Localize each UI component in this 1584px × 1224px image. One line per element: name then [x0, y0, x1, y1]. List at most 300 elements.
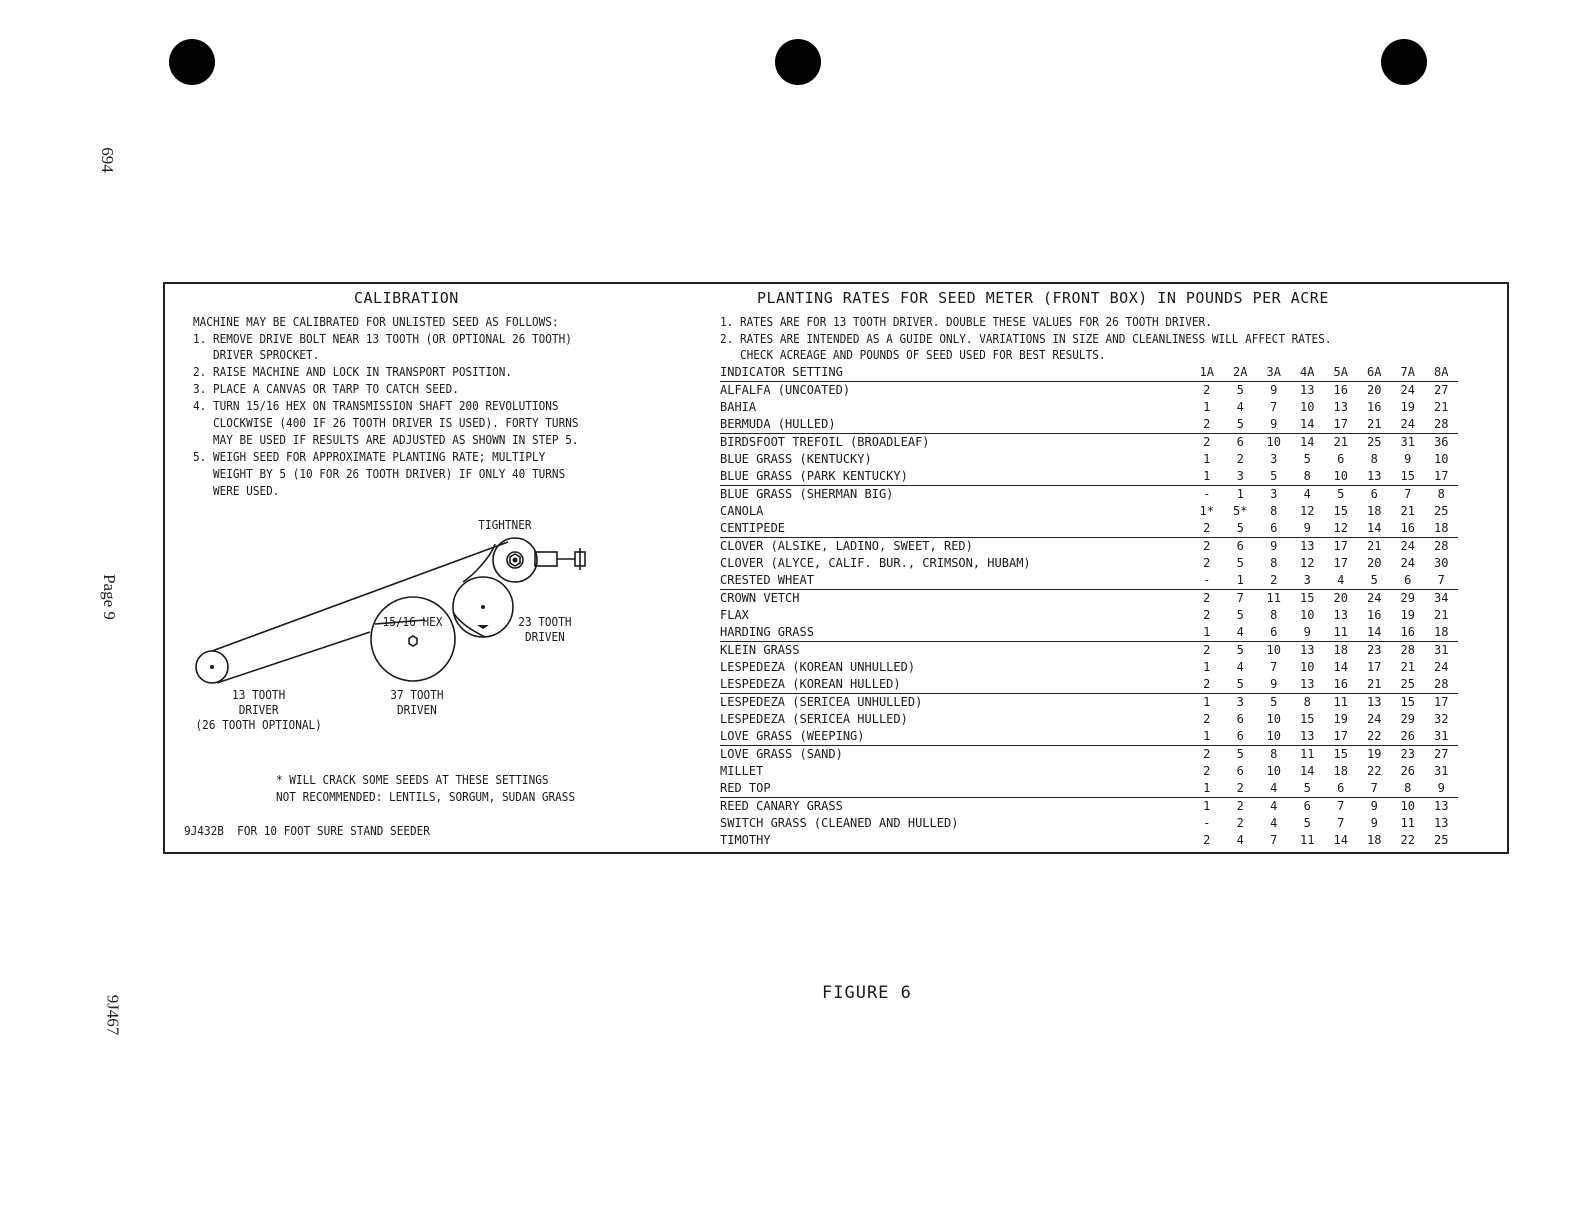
seed-name: SWITCH GRASS (CLEANED AND HULLED): [720, 816, 959, 830]
rate-value: 2: [1257, 572, 1291, 590]
column-header: 6A: [1358, 364, 1392, 382]
rate-value: 2: [1203, 712, 1211, 726]
rate-value: 1: [1190, 468, 1224, 486]
rate-value: 13: [1333, 608, 1348, 622]
table-row: [720, 798, 1458, 816]
rate-value: 2: [1190, 520, 1224, 538]
seed-name: ALFALFA (UNCOATED): [720, 383, 851, 397]
seed-name: KLEIN GRASS: [720, 643, 800, 657]
seed-name: BERMUDA (HULLED): [720, 416, 1190, 434]
calibration-line: MACHINE MAY BE CALIBRATED FOR UNLISTED SEED AS FOLLOWS:: [193, 315, 559, 329]
table-row: [720, 763, 1458, 780]
sprocket-drive-diagram: [195, 512, 605, 702]
column-header: 2A: [1224, 364, 1258, 382]
seed-name: LOVE GRASS (WEEPING): [720, 728, 1190, 746]
rates-note: CHECK ACREAGE AND POUNDS OF SEED USED FOR BEST RESULTS.: [720, 348, 1106, 362]
rate-value: 5: [1236, 556, 1244, 570]
rate-value: 15: [1333, 747, 1348, 761]
binder-hole-center: [775, 39, 821, 85]
hex-label: 15/16 HEX: [382, 615, 443, 629]
rate-value: 2: [1203, 556, 1211, 570]
rate-value: 2: [1236, 816, 1244, 830]
rate-value: 14: [1300, 764, 1315, 778]
seed-name: FLAX: [720, 608, 749, 622]
rate-value: 28: [1434, 539, 1449, 553]
rate-value: 1: [1190, 780, 1224, 798]
table-row: [720, 538, 1458, 556]
rate-value: 10: [1266, 712, 1281, 726]
rate-value: 24: [1391, 416, 1425, 434]
seed-name: LOVE GRASS (SAND): [720, 747, 843, 761]
seed-name: CROWN VETCH: [720, 591, 800, 605]
table-row: [720, 486, 1458, 504]
rate-value: 7: [1337, 816, 1345, 830]
rate-value: 25: [1434, 504, 1449, 518]
rate-value: 2: [1203, 383, 1211, 397]
table-row: [720, 728, 1458, 746]
rate-value: 19: [1333, 712, 1348, 726]
rate-value: 21: [1333, 435, 1348, 449]
rate-value: 7: [1236, 591, 1244, 605]
rate-value: 6: [1257, 520, 1291, 538]
rate-value: 9: [1370, 799, 1378, 813]
rate-value: 1: [1203, 660, 1211, 674]
rate-value: 15: [1400, 695, 1415, 709]
seed-name: LESPEDEZA (KOREAN HULLED): [720, 676, 1190, 694]
rate-value: 7: [1425, 572, 1459, 590]
rate-value: 4: [1236, 833, 1244, 847]
table-row: [720, 694, 1458, 712]
rate-value: 5: [1236, 643, 1244, 657]
rate-value: 26: [1400, 764, 1415, 778]
rate-value: 23: [1400, 747, 1415, 761]
rate-value: 6: [1391, 572, 1425, 590]
binder-hole-right: [1381, 39, 1427, 85]
seed-name: BIRDSFOOT TREFOIL (BROADLEAF): [720, 435, 930, 449]
rate-value: 3: [1224, 468, 1258, 486]
rate-value: 17: [1434, 695, 1449, 709]
rate-value: 32: [1434, 712, 1449, 726]
rate-value: 8: [1270, 504, 1278, 518]
rate-value: 24: [1400, 556, 1415, 570]
rate-value: 14: [1333, 833, 1348, 847]
rate-value: 21: [1400, 660, 1415, 674]
rate-value: 22: [1358, 728, 1392, 746]
rate-value: 9: [1270, 383, 1278, 397]
rate-value: 10: [1266, 764, 1281, 778]
rate-value: 6: [1236, 539, 1244, 553]
rate-value: 7: [1270, 400, 1278, 414]
column-header: 4A: [1291, 364, 1325, 382]
seed-name: REED CANARY GRASS: [720, 799, 843, 813]
rate-value: 5*: [1233, 504, 1248, 518]
rate-value: 27: [1434, 383, 1449, 397]
rate-value: 16: [1367, 400, 1382, 414]
calibration-line: DRIVER SPROCKET.: [193, 348, 320, 362]
rate-value: 4: [1257, 780, 1291, 798]
rate-value: 14: [1300, 435, 1315, 449]
column-header: 5A: [1324, 364, 1358, 382]
page-number: 694: [97, 147, 117, 173]
table-row: [720, 815, 1458, 832]
rate-value: 9: [1370, 816, 1378, 830]
rate-value: 4: [1303, 487, 1311, 501]
rate-value: 2: [1236, 799, 1244, 813]
seed-name: BLUE GRASS (KENTUCKY): [720, 452, 872, 466]
seed-name: MILLET: [720, 764, 764, 778]
rate-value: 23: [1367, 643, 1382, 657]
rate-value: 31: [1434, 643, 1449, 657]
rate-value: 11: [1400, 816, 1415, 830]
rate-value: 10: [1300, 608, 1315, 622]
rate-value: 3: [1236, 695, 1244, 709]
seed-name: BLUE GRASS (PARK KENTUCKY): [720, 468, 1190, 486]
rate-value: 18: [1333, 764, 1348, 778]
rate-value: 21: [1358, 676, 1392, 694]
rate-value: 22: [1367, 764, 1382, 778]
rate-value: 21: [1367, 539, 1382, 553]
rate-value: 28: [1425, 416, 1459, 434]
rate-value: 2: [1224, 780, 1258, 798]
rate-value: 14: [1291, 416, 1325, 434]
rate-value: 10: [1266, 435, 1281, 449]
rate-value: 7: [1358, 780, 1392, 798]
seed-name: LESPEDEZA (SERICEA UNHULLED): [720, 695, 923, 709]
driven-37-tooth-label: 37 TOOTH DRIVEN: [390, 688, 444, 717]
rate-value: 12: [1324, 520, 1358, 538]
rate-value: 5: [1236, 608, 1244, 622]
rate-value: 1: [1203, 400, 1211, 414]
rate-value: 12: [1300, 556, 1315, 570]
rate-value: 3: [1270, 452, 1278, 466]
rate-value: 1: [1236, 487, 1244, 501]
seed-name: CANOLA: [720, 504, 764, 518]
rate-value: 21: [1400, 504, 1415, 518]
rate-value: 17: [1333, 556, 1348, 570]
rate-value: 2: [1203, 747, 1211, 761]
rate-value: 9: [1291, 624, 1325, 642]
rate-value: 15: [1300, 712, 1315, 726]
rate-value: 2: [1236, 452, 1244, 466]
table-row: [720, 520, 1458, 538]
rate-value: 7: [1404, 487, 1412, 501]
rate-value: 8: [1303, 695, 1311, 709]
rate-value: 16: [1391, 624, 1425, 642]
rate-value: 5: [1236, 747, 1244, 761]
rate-value: 18: [1367, 833, 1382, 847]
rate-value: 9: [1425, 780, 1459, 798]
rate-value: 10: [1300, 400, 1315, 414]
rate-value: 14: [1358, 624, 1392, 642]
rate-value: 16: [1324, 676, 1358, 694]
rate-value: 5: [1257, 468, 1291, 486]
rate-value: 21: [1434, 400, 1449, 414]
rate-value: 20: [1367, 556, 1382, 570]
table-row: [720, 642, 1458, 660]
rate-value: 6: [1236, 435, 1244, 449]
rate-value: 24: [1367, 712, 1382, 726]
table-row: [720, 659, 1458, 676]
table-row: [720, 503, 1458, 520]
table-row: [720, 590, 1458, 608]
rate-value: -: [1190, 572, 1224, 590]
rates-note: 1. RATES ARE FOR 13 TOOTH DRIVER. DOUBLE THESE VALUES FOR 26 TOOTH DRIVER.: [720, 315, 1212, 329]
rate-value: 13: [1291, 728, 1325, 746]
seed-name: CENTIPEDE: [720, 520, 1190, 538]
calibration-line: 3. PLACE A CANVAS OR TARP TO CATCH SEED.: [193, 382, 459, 396]
rate-value: 11: [1300, 833, 1315, 847]
table-row: [720, 451, 1458, 468]
rate-value: 8: [1270, 608, 1278, 622]
rate-value: 14: [1333, 660, 1348, 674]
rates-note: 2. RATES ARE INTENDED AS A GUIDE ONLY. VARIATIONS IN SIZE AND CLEANLINESS WILL AFFECT RATES.: [720, 332, 1332, 346]
rate-value: 16: [1367, 608, 1382, 622]
table-row: [720, 832, 1458, 849]
rate-value: 7: [1270, 833, 1278, 847]
rate-value: 1: [1224, 572, 1258, 590]
rate-value: 5: [1303, 816, 1311, 830]
rate-value: 21: [1434, 608, 1449, 622]
rate-value: 17: [1425, 468, 1459, 486]
rate-value: 9: [1404, 452, 1412, 466]
rate-value: 34: [1434, 591, 1449, 605]
rate-value: 16: [1391, 520, 1425, 538]
rate-value: 8: [1291, 468, 1325, 486]
table-row: [720, 711, 1458, 728]
rate-value: 8: [1270, 556, 1278, 570]
rate-value: 7: [1337, 799, 1345, 813]
page-label: Page 9: [99, 574, 119, 620]
rate-value: 24: [1367, 591, 1382, 605]
rate-value: 3: [1270, 487, 1278, 501]
rate-value: 9: [1270, 539, 1278, 553]
table-header-row: [720, 364, 1458, 382]
rate-value: 29: [1400, 712, 1415, 726]
rate-value: 29: [1400, 591, 1415, 605]
hex-shaft: [409, 636, 417, 646]
rate-value: 9: [1257, 416, 1291, 434]
rate-value: 20: [1333, 591, 1348, 605]
rate-value: 15: [1333, 504, 1348, 518]
rate-value: 8: [1370, 452, 1378, 466]
table-row: [720, 399, 1458, 416]
calibration-line: WERE USED.: [193, 484, 280, 498]
rate-value: 11: [1333, 695, 1348, 709]
rate-value: 13: [1300, 539, 1315, 553]
rate-value: 25: [1367, 435, 1382, 449]
table-row: [720, 624, 1458, 642]
rate-value: 5: [1236, 383, 1244, 397]
rate-value: 4: [1236, 400, 1244, 414]
rate-value: 18: [1425, 520, 1459, 538]
column-header: 1A: [1190, 364, 1224, 382]
seed-name: RED TOP: [720, 780, 1190, 798]
rate-value: 24: [1434, 660, 1449, 674]
rate-value: 5: [1224, 416, 1258, 434]
rate-value: 10: [1324, 468, 1358, 486]
rate-value: 13: [1434, 799, 1449, 813]
rate-value: 13: [1434, 816, 1449, 830]
seed-name: LESPEDEZA (KOREAN UNHULLED): [720, 660, 916, 674]
rate-value: 11: [1324, 624, 1358, 642]
calibration-line: 5. WEIGH SEED FOR APPROXIMATE PLANTING RATE; MULTIPLY: [193, 450, 546, 464]
table-row: [720, 416, 1458, 434]
driven-sprocket-37-tooth: [371, 597, 455, 681]
rate-value: 25: [1434, 833, 1449, 847]
rate-value: 4: [1270, 799, 1278, 813]
rate-value: 11: [1300, 747, 1315, 761]
rate-value: 6: [1257, 624, 1291, 642]
rate-value: 8: [1391, 780, 1425, 798]
indicator-setting-header: INDICATOR SETTING: [720, 364, 1190, 382]
seed-name: BLUE GRASS (SHERMAN BIG): [720, 487, 894, 501]
rate-value: 5: [1358, 572, 1392, 590]
rate-value: 1: [1203, 695, 1211, 709]
rate-value: 13: [1333, 400, 1348, 414]
rate-value: 17: [1367, 660, 1382, 674]
rate-value: 1: [1203, 452, 1211, 466]
rate-value: 6: [1236, 764, 1244, 778]
seed-name: HARDING GRASS: [720, 624, 1190, 642]
rate-value: 31: [1425, 728, 1459, 746]
rate-value: 1: [1190, 624, 1224, 642]
rate-value: 17: [1333, 539, 1348, 553]
seed-name: TIMOTHY: [720, 833, 771, 847]
rate-value: 19: [1400, 400, 1415, 414]
table-row: [720, 607, 1458, 624]
rate-value: 5: [1224, 520, 1258, 538]
rate-value: 13: [1300, 643, 1315, 657]
rate-value: 10: [1434, 452, 1449, 466]
table-row: [720, 382, 1458, 400]
seed-name: CLOVER (ALSIKE, LADINO, SWEET, RED): [720, 539, 973, 553]
rate-value: 10: [1266, 643, 1281, 657]
calibration-line: MAY BE USED IF RESULTS ARE ADJUSTED AS SHOWN IN STEP 5.: [193, 433, 579, 447]
table-row: [720, 572, 1458, 590]
seed-name: LESPEDEZA (SERICEA HULLED): [720, 712, 908, 726]
seed-warning-note: * WILL CRACK SOME SEEDS AT THESE SETTINGS NOT RECOMMENDED: LENTILS, SORGUM, SUDAN GRASS: [276, 773, 576, 804]
rate-value: -: [1203, 487, 1211, 501]
planting-rates-title: PLANTING RATES FOR SEED METER (FRONT BOX) IN POUNDS PER ACRE: [757, 289, 1329, 307]
rate-value: 4: [1224, 624, 1258, 642]
rate-value: 13: [1300, 383, 1315, 397]
seed-name: BAHIA: [720, 400, 757, 414]
rate-value: 2: [1203, 539, 1211, 553]
rate-value: 27: [1434, 747, 1449, 761]
rate-value: 6: [1303, 799, 1311, 813]
rate-value: 19: [1400, 608, 1415, 622]
driver-13-tooth-label: 13 TOOTH DRIVER (26 TOOTH OPTIONAL): [195, 688, 322, 732]
table-row: [720, 555, 1458, 572]
rate-value: 9: [1257, 676, 1291, 694]
rate-value: 11: [1266, 591, 1281, 605]
rate-value: 24: [1400, 383, 1415, 397]
rate-value: 2: [1190, 676, 1224, 694]
rate-value: 5: [1224, 676, 1258, 694]
rate-value: 18: [1333, 643, 1348, 657]
rate-value: 10: [1257, 728, 1291, 746]
rate-value: 17: [1324, 416, 1358, 434]
rate-value: 8: [1270, 747, 1278, 761]
rate-value: 26: [1391, 728, 1425, 746]
rate-value: 2: [1190, 416, 1224, 434]
rate-value: 19: [1367, 747, 1382, 761]
rate-value: 2: [1203, 764, 1211, 778]
document-code: 9J467: [103, 994, 123, 1036]
rate-value: 6: [1370, 487, 1378, 501]
calibration-line: 4. TURN 15/16 HEX ON TRANSMISSION SHAFT 200 REVOLUTIONS: [193, 399, 559, 413]
tightner-label: TIGHTNER: [478, 518, 532, 532]
rate-value: 6: [1337, 452, 1345, 466]
rate-value: 4: [1236, 660, 1244, 674]
rate-value: 2: [1203, 591, 1211, 605]
rate-value: 13: [1358, 468, 1392, 486]
binder-hole-left: [169, 39, 215, 85]
rate-value: 1*: [1199, 504, 1214, 518]
rate-value: 1: [1203, 799, 1211, 813]
column-header: 7A: [1391, 364, 1425, 382]
rate-value: 5: [1337, 487, 1345, 501]
figure-caption: FIGURE 6: [822, 983, 912, 1003]
rate-value: 7: [1270, 660, 1278, 674]
rate-value: 16: [1333, 383, 1348, 397]
rate-value: 6: [1324, 780, 1358, 798]
rate-value: 17: [1324, 728, 1358, 746]
rate-value: 31: [1400, 435, 1415, 449]
rate-value: 5: [1270, 695, 1278, 709]
rate-value: 12: [1300, 504, 1315, 518]
calibration-title: CALIBRATION: [354, 289, 459, 307]
rate-value: 21: [1358, 416, 1392, 434]
rate-value: 6: [1224, 728, 1258, 746]
rate-value: 15: [1300, 591, 1315, 605]
table-row: [720, 676, 1458, 694]
rate-value: 18: [1425, 624, 1459, 642]
table-row: [720, 780, 1458, 798]
calibration-line: CLOCKWISE (400 IF 26 TOOTH DRIVER IS USED). FORTY TURNS: [193, 416, 579, 430]
rate-value: 8: [1437, 487, 1445, 501]
seed-name: CLOVER (ALYCE, CALIF. BUR., CRIMSON, HUBAM): [720, 556, 1031, 570]
driven-23-tooth-label: 23 TOOTH DRIVEN: [518, 615, 572, 644]
rate-value: 22: [1400, 833, 1415, 847]
rate-value: 2: [1203, 643, 1211, 657]
column-header: 3A: [1257, 364, 1291, 382]
rate-value: 24: [1400, 539, 1415, 553]
table-row: [720, 746, 1458, 764]
rate-value: 18: [1367, 504, 1382, 518]
calibration-line: 1. REMOVE DRIVE BOLT NEAR 13 TOOTH (OR OPTIONAL 26 TOOTH): [193, 332, 572, 346]
rate-value: 28: [1425, 676, 1459, 694]
rate-value: -: [1203, 816, 1211, 830]
rate-value: 36: [1434, 435, 1449, 449]
seed-name: CRESTED WHEAT: [720, 572, 1190, 590]
part-number-footer: 9J432B FOR 10 FOOT SURE STAND SEEDER: [184, 824, 430, 838]
rate-value: 28: [1400, 643, 1415, 657]
rate-value: 20: [1367, 383, 1382, 397]
rate-value: 4: [1270, 816, 1278, 830]
rate-value: 31: [1434, 764, 1449, 778]
rate-value: 6: [1236, 712, 1244, 726]
rate-value: 13: [1291, 676, 1325, 694]
rate-value: 13: [1367, 695, 1382, 709]
rate-value: 2: [1203, 608, 1211, 622]
calibration-line: 2. RAISE MACHINE AND LOCK IN TRANSPORT POSITION.: [193, 365, 513, 379]
rate-value: 5: [1303, 452, 1311, 466]
table-row: [720, 434, 1458, 452]
rate-value: 30: [1434, 556, 1449, 570]
calibration-line: WEIGHT BY 5 (10 FOR 26 TOOTH DRIVER) IF ONLY 40 TURNS: [193, 467, 566, 481]
rate-value: 14: [1358, 520, 1392, 538]
